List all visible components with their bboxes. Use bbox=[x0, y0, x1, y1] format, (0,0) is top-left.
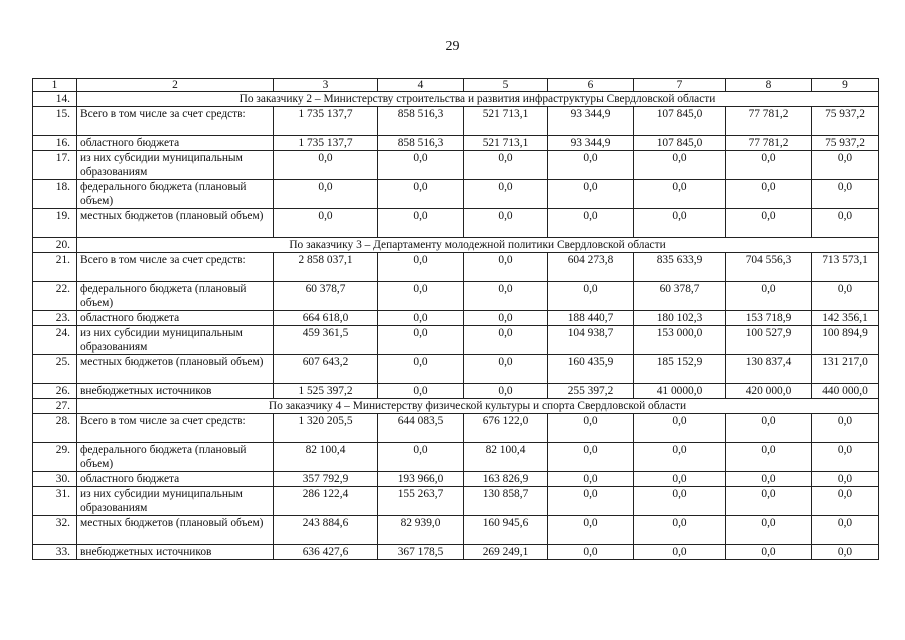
amount-cell: 0,0 bbox=[464, 282, 548, 311]
amount-cell: 255 397,2 bbox=[548, 384, 634, 399]
row-label: федерального бюджета (плановый объем) bbox=[77, 282, 274, 311]
amount-cell: 1 320 205,5 bbox=[274, 414, 378, 443]
amount-cell: 60 378,7 bbox=[634, 282, 726, 311]
row-number: 27. bbox=[33, 399, 77, 414]
amount-cell: 0,0 bbox=[274, 180, 378, 209]
row-label: областного бюджета bbox=[77, 311, 274, 326]
amount-cell: 163 826,9 bbox=[464, 472, 548, 487]
amount-cell: 0,0 bbox=[726, 545, 812, 560]
amount-cell: 0,0 bbox=[634, 516, 726, 545]
amount-cell: 0,0 bbox=[378, 326, 464, 355]
amount-cell: 0,0 bbox=[378, 311, 464, 326]
amount-cell: 0,0 bbox=[812, 545, 879, 560]
amount-cell: 0,0 bbox=[634, 472, 726, 487]
amount-cell: 286 122,4 bbox=[274, 487, 378, 516]
amount-cell: 0,0 bbox=[812, 443, 879, 472]
amount-cell: 0,0 bbox=[464, 209, 548, 238]
amount-cell: 713 573,1 bbox=[812, 253, 879, 282]
amount-cell: 0,0 bbox=[634, 414, 726, 443]
row-number: 23. bbox=[33, 311, 77, 326]
section-title: По заказчику 2 – Министерству строительства и развития инфраструктуры Свердловской области bbox=[77, 92, 879, 107]
amount-cell: 130 858,7 bbox=[464, 487, 548, 516]
amount-cell: 0,0 bbox=[548, 487, 634, 516]
amount-cell: 82 939,0 bbox=[378, 516, 464, 545]
amount-cell: 0,0 bbox=[634, 443, 726, 472]
amount-cell: 0,0 bbox=[812, 472, 879, 487]
amount-cell: 0,0 bbox=[548, 472, 634, 487]
amount-cell: 0,0 bbox=[726, 472, 812, 487]
amount-cell: 0,0 bbox=[726, 516, 812, 545]
amount-cell: 0,0 bbox=[378, 443, 464, 472]
row-number: 14. bbox=[33, 92, 77, 107]
amount-cell: 1 735 137,7 bbox=[274, 107, 378, 136]
row-label: из них субсидии муниципальным образованиям bbox=[77, 326, 274, 355]
amount-cell: 521 713,1 bbox=[464, 107, 548, 136]
row-label: областного бюджета bbox=[77, 472, 274, 487]
amount-cell: 0,0 bbox=[464, 384, 548, 399]
amount-cell: 153 000,0 bbox=[634, 326, 726, 355]
amount-cell: 188 440,7 bbox=[548, 311, 634, 326]
amount-cell: 664 618,0 bbox=[274, 311, 378, 326]
amount-cell: 0,0 bbox=[274, 209, 378, 238]
section-row bbox=[33, 399, 879, 414]
amount-cell: 858 516,3 bbox=[378, 136, 464, 151]
amount-cell: 0,0 bbox=[726, 443, 812, 472]
amount-cell: 0,0 bbox=[726, 209, 812, 238]
table-row bbox=[33, 209, 879, 238]
amount-cell: 0,0 bbox=[548, 209, 634, 238]
amount-cell: 0,0 bbox=[634, 209, 726, 238]
amount-cell: 858 516,3 bbox=[378, 107, 464, 136]
amount-cell: 0,0 bbox=[378, 384, 464, 399]
amount-cell: 0,0 bbox=[548, 414, 634, 443]
column-number: 1 bbox=[33, 79, 77, 92]
column-number: 7 bbox=[634, 79, 726, 92]
amount-cell: 107 845,0 bbox=[634, 136, 726, 151]
row-number: 18. bbox=[33, 180, 77, 209]
row-number: 20. bbox=[33, 238, 77, 253]
amount-cell: 0,0 bbox=[464, 151, 548, 180]
amount-cell: 0,0 bbox=[812, 180, 879, 209]
row-label: Всего в том числе за счет средств: bbox=[77, 253, 274, 282]
row-number: 19. bbox=[33, 209, 77, 238]
table-row bbox=[33, 384, 879, 399]
row-number: 21. bbox=[33, 253, 77, 282]
amount-cell: 75 937,2 bbox=[812, 107, 879, 136]
table-row bbox=[33, 180, 879, 209]
row-number: 25. bbox=[33, 355, 77, 384]
amount-cell: 243 884,6 bbox=[274, 516, 378, 545]
amount-cell: 0,0 bbox=[812, 487, 879, 516]
column-number: 8 bbox=[726, 79, 812, 92]
column-number: 2 bbox=[77, 79, 274, 92]
column-number: 6 bbox=[548, 79, 634, 92]
section-title: По заказчику 3 – Департаменту молодежной политики Свердловской области bbox=[77, 238, 879, 253]
amount-cell: 676 122,0 bbox=[464, 414, 548, 443]
table-row bbox=[33, 355, 879, 384]
amount-cell: 521 713,1 bbox=[464, 136, 548, 151]
table-row bbox=[33, 282, 879, 311]
amount-cell: 60 378,7 bbox=[274, 282, 378, 311]
row-label: местных бюджетов (плановый объем) bbox=[77, 355, 274, 384]
row-number: 29. bbox=[33, 443, 77, 472]
row-label: внебюджетных источников bbox=[77, 545, 274, 560]
amount-cell: 0,0 bbox=[378, 282, 464, 311]
amount-cell: 0,0 bbox=[464, 355, 548, 384]
amount-cell: 420 000,0 bbox=[726, 384, 812, 399]
column-number: 9 bbox=[812, 79, 879, 92]
amount-cell: 0,0 bbox=[634, 487, 726, 516]
column-number: 3 bbox=[274, 79, 378, 92]
amount-cell: 180 102,3 bbox=[634, 311, 726, 326]
row-label: федерального бюджета (плановый объем) bbox=[77, 180, 274, 209]
amount-cell: 0,0 bbox=[274, 151, 378, 180]
amount-cell: 0,0 bbox=[548, 151, 634, 180]
amount-cell: 1 525 397,2 bbox=[274, 384, 378, 399]
row-label: областного бюджета bbox=[77, 136, 274, 151]
amount-cell: 93 344,9 bbox=[548, 107, 634, 136]
amount-cell: 41 0000,0 bbox=[634, 384, 726, 399]
amount-cell: 0,0 bbox=[464, 253, 548, 282]
row-label: внебюджетных источников bbox=[77, 384, 274, 399]
row-number: 15. bbox=[33, 107, 77, 136]
row-number: 26. bbox=[33, 384, 77, 399]
row-number: 17. bbox=[33, 151, 77, 180]
table-row bbox=[33, 136, 879, 151]
amount-cell: 367 178,5 bbox=[378, 545, 464, 560]
amount-cell: 835 633,9 bbox=[634, 253, 726, 282]
amount-cell: 185 152,9 bbox=[634, 355, 726, 384]
row-number: 16. bbox=[33, 136, 77, 151]
amount-cell: 82 100,4 bbox=[274, 443, 378, 472]
column-number: 4 bbox=[378, 79, 464, 92]
amount-cell: 0,0 bbox=[464, 311, 548, 326]
amount-cell: 269 249,1 bbox=[464, 545, 548, 560]
row-label: из них субсидии муниципальным образованиям bbox=[77, 151, 274, 180]
amount-cell: 0,0 bbox=[464, 326, 548, 355]
amount-cell: 77 781,2 bbox=[726, 136, 812, 151]
row-number: 30. bbox=[33, 472, 77, 487]
amount-cell: 153 718,9 bbox=[726, 311, 812, 326]
table-row bbox=[33, 414, 879, 443]
amount-cell: 0,0 bbox=[548, 180, 634, 209]
amount-cell: 0,0 bbox=[812, 414, 879, 443]
amount-cell: 0,0 bbox=[548, 282, 634, 311]
amount-cell: 0,0 bbox=[548, 516, 634, 545]
amount-cell: 104 938,7 bbox=[548, 326, 634, 355]
table-row bbox=[33, 443, 879, 472]
amount-cell: 131 217,0 bbox=[812, 355, 879, 384]
table-row bbox=[33, 253, 879, 282]
amount-cell: 0,0 bbox=[634, 545, 726, 560]
amount-cell: 0,0 bbox=[378, 355, 464, 384]
amount-cell: 0,0 bbox=[378, 209, 464, 238]
amount-cell: 100 527,9 bbox=[726, 326, 812, 355]
amount-cell: 0,0 bbox=[812, 151, 879, 180]
table-row bbox=[33, 151, 879, 180]
amount-cell: 644 083,5 bbox=[378, 414, 464, 443]
row-label: местных бюджетов (плановый объем) bbox=[77, 209, 274, 238]
table-row bbox=[33, 311, 879, 326]
amount-cell: 1 735 137,7 bbox=[274, 136, 378, 151]
amount-cell: 0,0 bbox=[812, 282, 879, 311]
amount-cell: 459 361,5 bbox=[274, 326, 378, 355]
amount-cell: 0,0 bbox=[548, 545, 634, 560]
row-label: Всего в том числе за счет средств: bbox=[77, 107, 274, 136]
row-number: 28. bbox=[33, 414, 77, 443]
row-number: 32. bbox=[33, 516, 77, 545]
amount-cell: 0,0 bbox=[812, 516, 879, 545]
table-row bbox=[33, 516, 879, 545]
amount-cell: 142 356,1 bbox=[812, 311, 879, 326]
table-row bbox=[33, 107, 879, 136]
amount-cell: 155 263,7 bbox=[378, 487, 464, 516]
table-row bbox=[33, 326, 879, 355]
row-label: из них субсидии муниципальным образованиям bbox=[77, 487, 274, 516]
section-row bbox=[33, 238, 879, 253]
row-number: 22. bbox=[33, 282, 77, 311]
row-label: местных бюджетов (плановый объем) bbox=[77, 516, 274, 545]
section-title: По заказчику 4 – Министерству физической культуры и спорта Свердловской области bbox=[77, 399, 879, 414]
budget-table bbox=[32, 78, 879, 560]
amount-cell: 82 100,4 bbox=[464, 443, 548, 472]
column-number-row bbox=[33, 79, 879, 92]
amount-cell: 0,0 bbox=[378, 151, 464, 180]
amount-cell: 0,0 bbox=[378, 180, 464, 209]
table-row bbox=[33, 487, 879, 516]
amount-cell: 130 837,4 bbox=[726, 355, 812, 384]
amount-cell: 0,0 bbox=[726, 180, 812, 209]
row-label: федерального бюджета (плановый объем) bbox=[77, 443, 274, 472]
row-label: Всего в том числе за счет средств: bbox=[77, 414, 274, 443]
table-row bbox=[33, 545, 879, 560]
section-row bbox=[33, 92, 879, 107]
amount-cell: 160 945,6 bbox=[464, 516, 548, 545]
amount-cell: 0,0 bbox=[464, 180, 548, 209]
amount-cell: 0,0 bbox=[548, 443, 634, 472]
amount-cell: 0,0 bbox=[726, 487, 812, 516]
amount-cell: 604 273,8 bbox=[548, 253, 634, 282]
amount-cell: 0,0 bbox=[634, 180, 726, 209]
amount-cell: 93 344,9 bbox=[548, 136, 634, 151]
page-number: 29 bbox=[445, 39, 460, 54]
row-number: 24. bbox=[33, 326, 77, 355]
column-number: 5 bbox=[464, 79, 548, 92]
amount-cell: 0,0 bbox=[378, 253, 464, 282]
amount-cell: 636 427,6 bbox=[274, 545, 378, 560]
amount-cell: 0,0 bbox=[812, 209, 879, 238]
amount-cell: 75 937,2 bbox=[812, 136, 879, 151]
amount-cell: 440 000,0 bbox=[812, 384, 879, 399]
amount-cell: 100 894,9 bbox=[812, 326, 879, 355]
amount-cell: 77 781,2 bbox=[726, 107, 812, 136]
amount-cell: 0,0 bbox=[634, 151, 726, 180]
amount-cell: 0,0 bbox=[726, 414, 812, 443]
amount-cell: 0,0 bbox=[726, 282, 812, 311]
amount-cell: 193 966,0 bbox=[378, 472, 464, 487]
amount-cell: 107 845,0 bbox=[634, 107, 726, 136]
row-number: 31. bbox=[33, 487, 77, 516]
amount-cell: 607 643,2 bbox=[274, 355, 378, 384]
amount-cell: 0,0 bbox=[726, 151, 812, 180]
amount-cell: 704 556,3 bbox=[726, 253, 812, 282]
row-number: 33. bbox=[33, 545, 77, 560]
amount-cell: 2 858 037,1 bbox=[274, 253, 378, 282]
amount-cell: 160 435,9 bbox=[548, 355, 634, 384]
table-row bbox=[33, 472, 879, 487]
amount-cell: 357 792,9 bbox=[274, 472, 378, 487]
